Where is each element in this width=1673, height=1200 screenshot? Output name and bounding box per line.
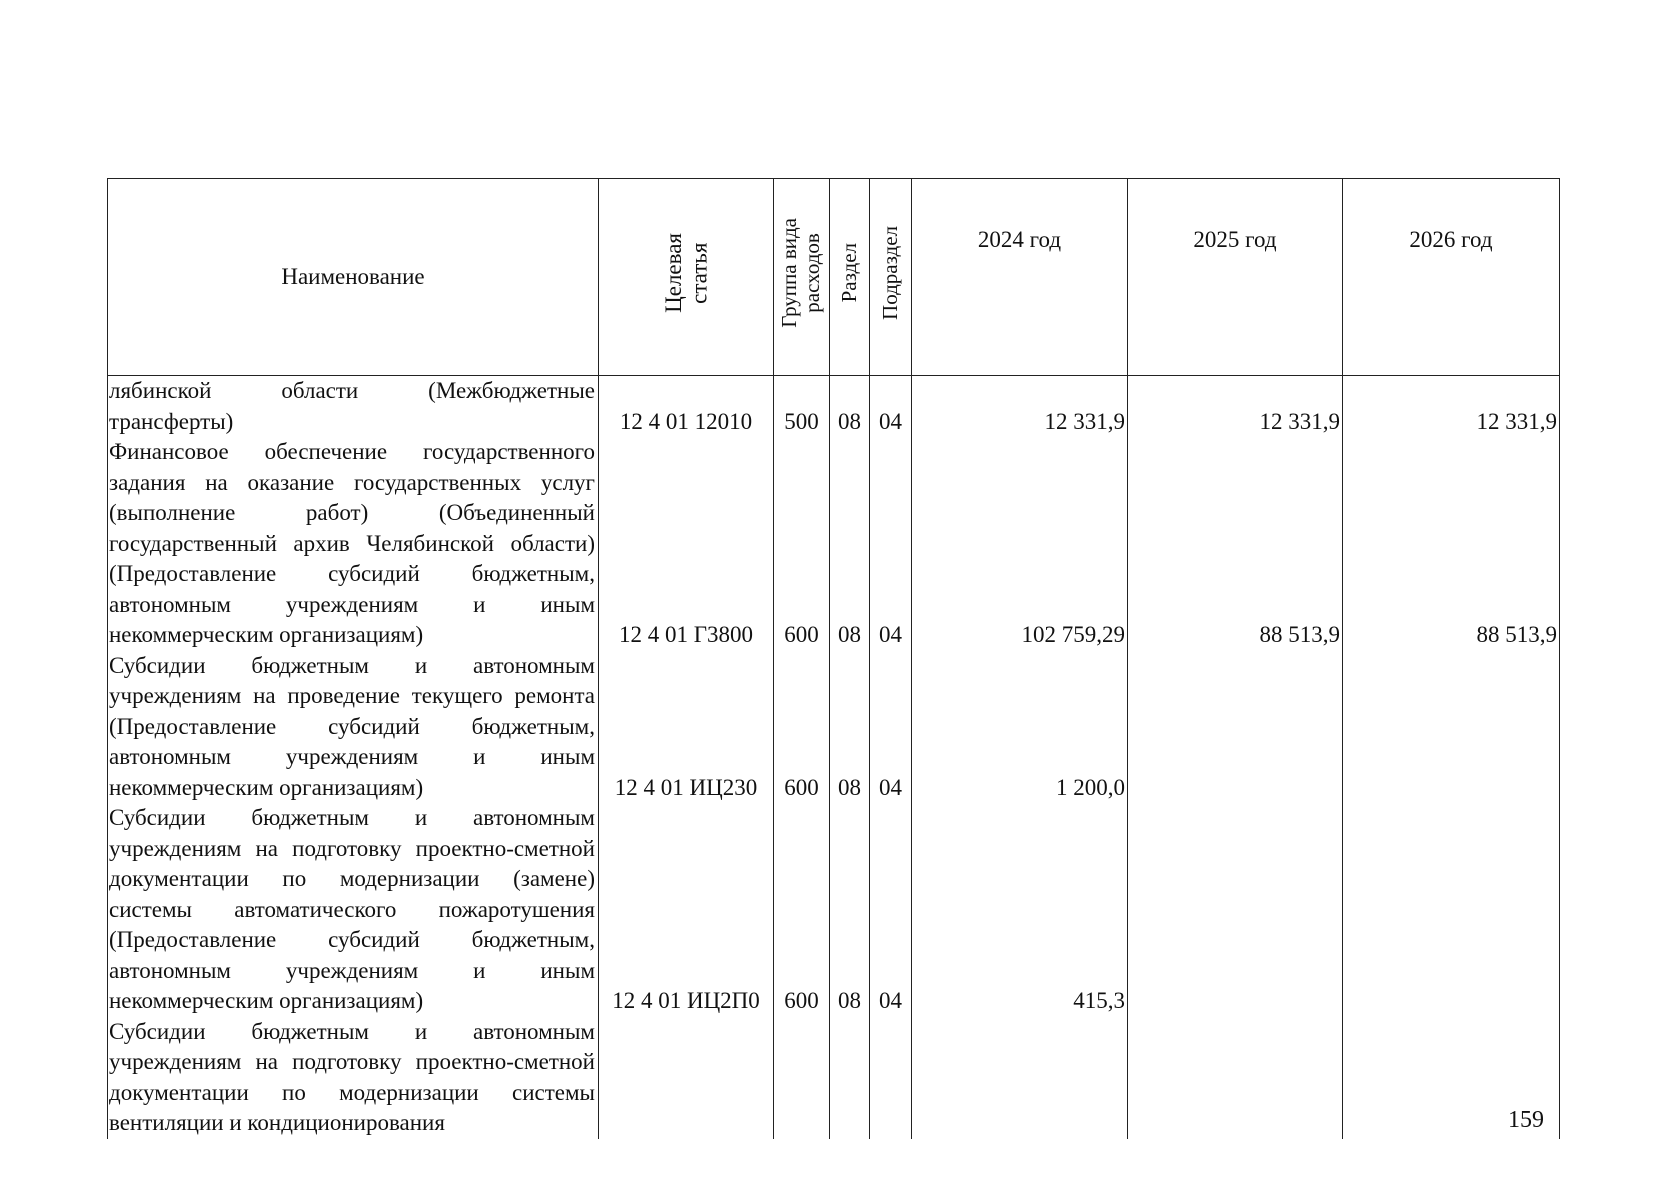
row-subsection: 04 <box>870 376 912 438</box>
header-year-2026 <box>1343 179 1560 376</box>
row-name: Субсидии бюджетным и автономным учреждениям на подготовку проектно-сметной документации по модернизации (замене) системы автоматического пожаротушения (Предоставление субсидий бюджетным, автономным учреждениям и иным некоммерческим организациям) <box>108 803 599 1017</box>
row-amount-2025 <box>1128 803 1343 1017</box>
row-target-article <box>599 1017 774 1139</box>
row-section: 08 <box>830 803 870 1017</box>
row-amount-2024: 1 200,0 <box>912 651 1128 804</box>
row-amount-2024 <box>912 1017 1128 1139</box>
page-number: 159 <box>1508 1107 1544 1133</box>
row-subsection: 04 <box>870 803 912 1017</box>
row-amount-2026 <box>1343 651 1560 804</box>
table-row <box>108 1017 1560 1139</box>
row-amount-2025: 88 513,9 <box>1128 437 1343 651</box>
row-amount-2026: 12 331,9 <box>1343 376 1560 438</box>
header-name-label: Наименование <box>281 263 425 289</box>
row-amount-2025: 12 331,9 <box>1128 376 1343 438</box>
row-section: 08 <box>830 376 870 438</box>
row-name: Финансовое обеспечение государственного задания на оказание государственных услуг (выполнение работ) (Объединенный государственный архив Челябинской области) (Предоставление субсидий бюджетным, автономным учреждениям и иным некоммерческим организациям) <box>108 437 599 651</box>
row-target-article: 12 4 01 Г3800 <box>599 437 774 651</box>
row-expense-group <box>774 1017 830 1139</box>
row-target-article: 12 4 01 ИЦ2П0 <box>599 803 774 1017</box>
row-amount-2024: 415,3 <box>912 803 1128 1017</box>
header-target-article <box>599 179 774 376</box>
row-target-article: 12 4 01 12010 <box>599 376 774 438</box>
row-name: лябинской области (Межбюджетные трансферты) <box>108 376 599 438</box>
header-target-article-label: Целевая статья <box>660 232 711 313</box>
row-name: Субсидии бюджетным и автономным учреждениям на проведение текущего ремонта (Предоставление субсидий бюджетным, автономным учреждениям и иным некоммерческим организациям) <box>108 651 599 804</box>
row-amount-2026: 88 513,9 <box>1343 437 1560 651</box>
header-name <box>108 179 599 376</box>
row-amount-2024: 102 759,29 <box>912 437 1128 651</box>
table-row <box>108 376 1560 438</box>
row-amount-2026 <box>1343 803 1560 1017</box>
header-expense-group-label: Группа вида расходов <box>777 217 825 328</box>
header-subsection-label: Подраздел <box>877 225 902 320</box>
row-amount-2025 <box>1128 1017 1343 1139</box>
row-name: Субсидии бюджетным и автономным учреждениям на подготовку проектно-сметной документации по модернизации системы вентиляции и кондиционирования <box>108 1017 599 1139</box>
row-target-article: 12 4 01 ИЦ230 <box>599 651 774 804</box>
row-expense-group: 600 <box>774 437 830 651</box>
row-amount-2024: 12 331,9 <box>912 376 1128 438</box>
header-year-2024-label: 2024 год <box>977 227 1062 252</box>
header-year-2024 <box>912 179 1128 376</box>
budget-table <box>107 178 1560 1139</box>
table-row <box>108 803 1560 1017</box>
header-subsection <box>870 179 912 376</box>
row-subsection: 04 <box>870 437 912 651</box>
header-year-2025 <box>1128 179 1343 376</box>
row-section <box>830 1017 870 1139</box>
row-section: 08 <box>830 651 870 804</box>
row-subsection <box>870 1017 912 1139</box>
row-expense-group: 500 <box>774 376 830 438</box>
table-row <box>108 437 1560 651</box>
row-expense-group: 600 <box>774 651 830 804</box>
row-amount-2025 <box>1128 651 1343 804</box>
row-expense-group: 600 <box>774 803 830 1017</box>
row-section: 08 <box>830 437 870 651</box>
row-subsection: 04 <box>870 651 912 804</box>
table-row <box>108 651 1560 804</box>
header-row <box>108 179 1560 376</box>
header-year-2026-label: 2026 год <box>1409 227 1493 252</box>
header-section-label: Раздел <box>836 243 861 303</box>
header-expense-group <box>774 179 830 376</box>
header-section <box>830 179 870 376</box>
header-year-2025-label: 2025 год <box>1193 227 1277 252</box>
